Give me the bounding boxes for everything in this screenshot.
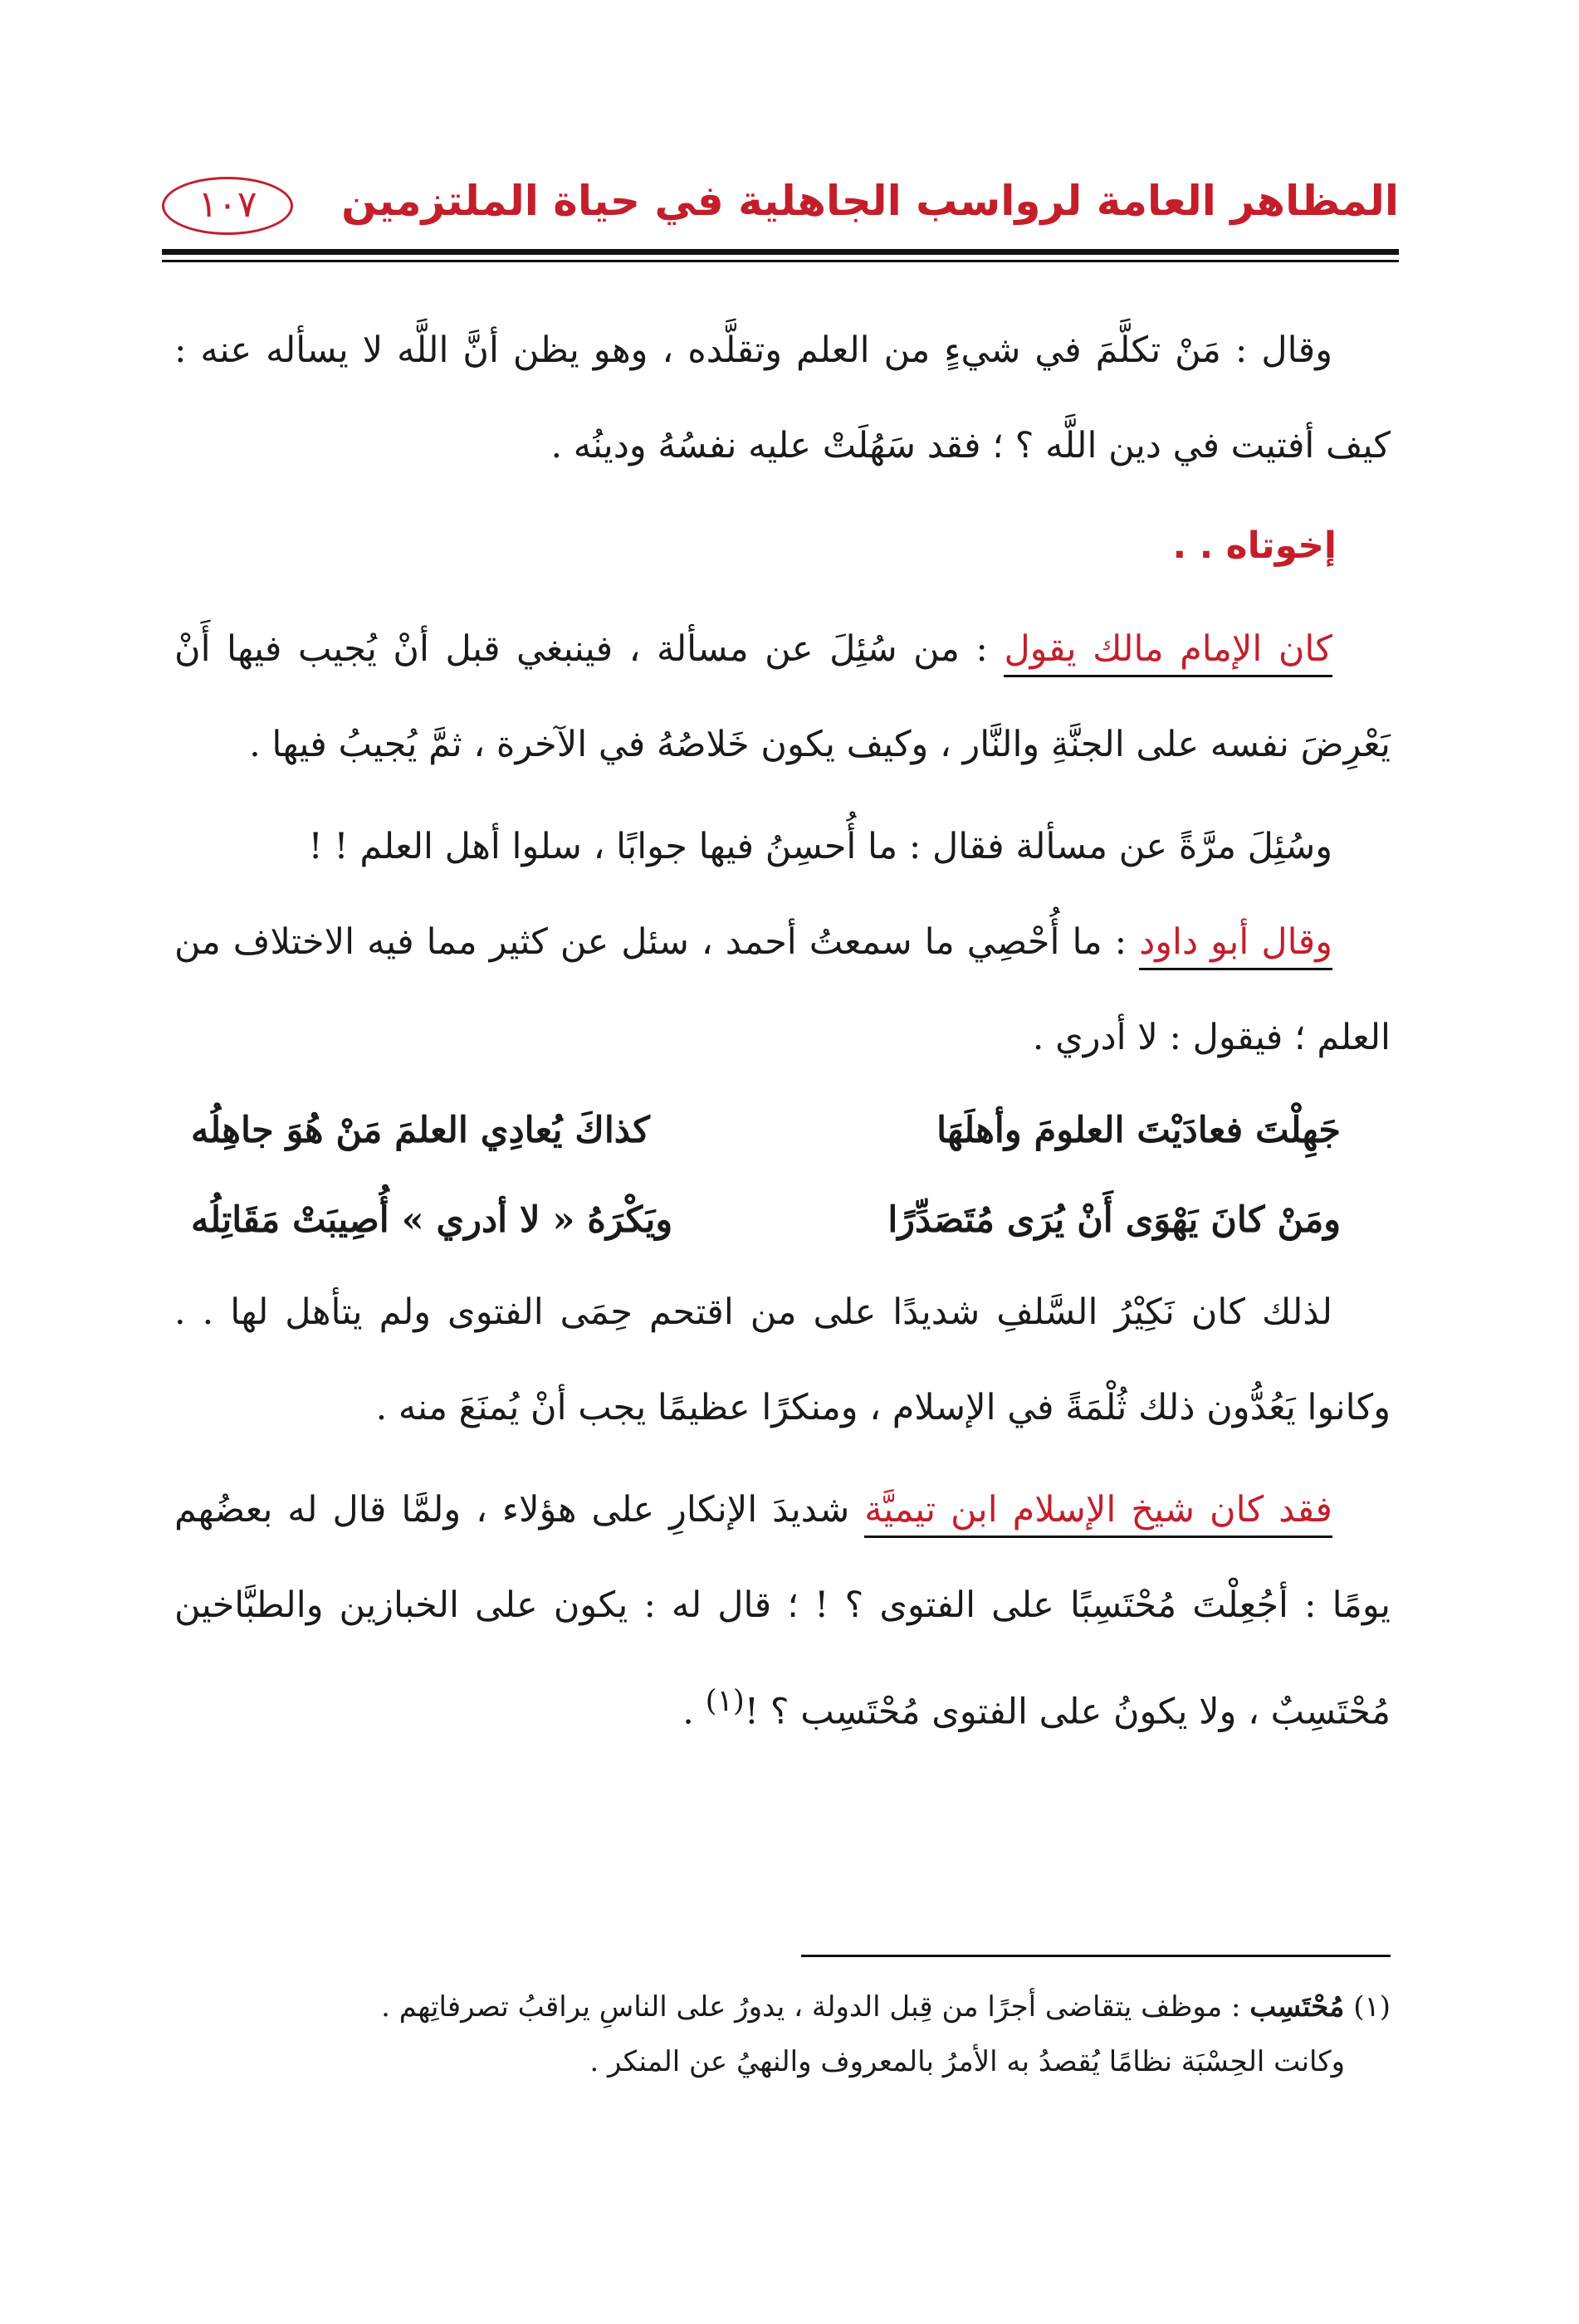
footnotes [174,1980,1391,2089]
paragraph-5-text: لذلك كان نَكِيْرُ السَّلفِ شديدًا على من اقتحم حِمَى الفتوى ولم يتأهل لها . . وكانوا يَعُدُّون ذلك ثُلْمَةً في الإسلام ، ومنكرًا عظيمًا يجب أنْ يُمنَعَ منه . [174,1291,1391,1428]
paragraph-4 [174,895,1391,1086]
main-text [174,303,1391,1760]
footnote-1 [174,1980,1391,2034]
paragraph-6-end: . [682,1691,706,1733]
paragraph-2-lead: كان الإمام مالك يقول [1004,628,1332,677]
poem-line-1 [174,1086,1391,1175]
paragraph-1 [174,303,1391,494]
paragraph-4-lead: وقال أبو داود [1139,921,1332,970]
header-rule-thick [162,249,1399,255]
paragraph-5 [174,1265,1391,1456]
paragraph-6-lead: فقد كان شيخ الإسلام ابن تيميَّة [864,1489,1332,1538]
footnote-1-line-1: : موظف يتقاضى أجرًا من قِبل الدولة ، يدورُ على الناسِ يراقبُ تصرفاتِهم . [381,1990,1250,2024]
section-heading: إخوتاه . . [1172,525,1337,567]
page-number: ١٠٧ [162,177,293,235]
paragraph-3-text: وسُئِلَ مرَّةً عن مسألة فقال : ما أُحسِنُ فيها جوابًا ، سلوا أهل العلم ! ! [308,826,1332,867]
paragraph-6-text: شديدَ الإنكارِ على هؤلاء ، ولمَّا قال له بعضُهم يومًا : أجُعِلْتَ مُحْتَسِبًا على الفتوى ؟ ! ؛ قال له : يكون على الخبازين والطبَّاخين مُحْتَسِبٌ ، ولا يكونُ على الفتوى مُحْتَسِب ؟ ! [174,1489,1391,1733]
poem-line-1-first-hemistich: جَهِلْتَ فعادَيْتَ العلومَ وأهلَهَا [936,1110,1341,1151]
paragraph-3 [174,799,1391,895]
footnote-reference[interactable]: (١) [705,1684,745,1718]
footnote-1-number: (١) [1353,1990,1391,2024]
paragraph-2-text: : من سُئِلَ عن مسألة ، فينبغي قبل أنْ يُجيب فيها أَنْ يَعْرِضَ نفسه على الجنَّةِ والنَّار ، وكيف يكون خَلاصُهُ في الآخرة ، ثمَّ يُجيبُ فيها . [174,628,1391,765]
running-title: المظاهر العامة لرواسب الجاهلية في حياة الملتزمين [341,177,1399,225]
footnote-1-term: مُحْتَسِب [1249,1990,1345,2024]
poem-line-2-first-hemistich: ومَنْ كانَ يَهْوَى أَنْ يُرَى مُتَصَدِّرًا [887,1199,1341,1241]
page-header [162,170,1399,261]
poem-line-2-second-hemistich: ويَكْرَهُ « لا أدري » أُصِيبَتْ مَقَاتِلُه [191,1199,673,1241]
footnote-1-continuation: وكانت الحِسْبَة نظامًا يُقصدُ به الأمرُ بالمعروف والنهيُ عن المنكر . [589,2045,1345,2078]
poem [174,1086,1391,1265]
footnote-rule [801,1955,1391,1957]
poem-line-2 [174,1175,1391,1265]
poem-line-1-second-hemistich: كذاكَ يُعادِي العلمَ مَنْ هُوَ جاهِلُه [191,1110,650,1151]
header-rule-thin [162,260,1399,262]
paragraph-2 [174,602,1391,793]
paragraph-1-text: وقال : مَنْ تكلَّمَ في شيءٍ من العلم وتقلَّده ، وهو يظن أنَّ اللَّه لا يسأله عنه : كيف أفتيت في دين اللَّه ؟ ؛ فقد سَهُلَتْ عليه نفسُهُ ودينُه . [174,330,1391,466]
paragraph-4-text: : ما أُحْصِي ما سمعتُ أحمد ، سئل عن كثير مما فيه الاختلاف من العلم ؛ فيقول : لا أدري . [174,921,1391,1058]
paragraph-6 [174,1462,1391,1760]
